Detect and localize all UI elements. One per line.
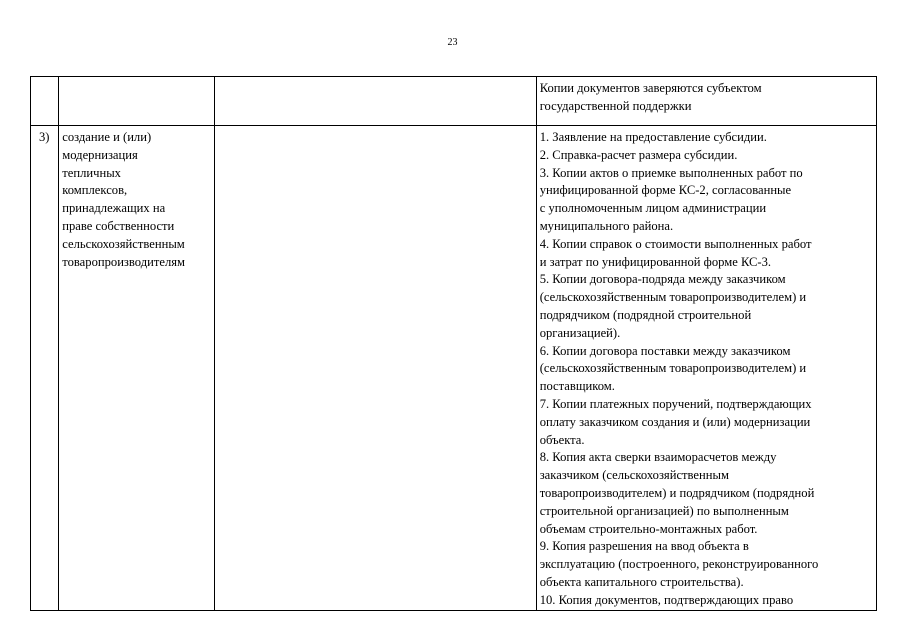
documents-text-line: (сельскохозяйственным товаропроизводителем) и bbox=[539, 290, 807, 305]
documents-text-line: оплату заказчиком создания и (или) модернизации bbox=[539, 414, 811, 429]
documents-text-line: муниципального района. bbox=[539, 218, 674, 233]
row2-name-cell bbox=[59, 126, 215, 611]
documents-text-line: организацией). bbox=[539, 325, 621, 340]
name-text-line: сельскохозяйственным bbox=[62, 236, 185, 251]
row2-documents-cell bbox=[536, 126, 876, 611]
documents-text-line: 4. Копии справок о стоимости выполненных работ bbox=[539, 236, 812, 251]
documents-text-line: объекта капитального строительства). bbox=[539, 574, 744, 589]
row1-name-cell bbox=[59, 77, 215, 126]
documents-text-line: товаропроизводителем) и подрядчиком (подрядной bbox=[539, 485, 815, 500]
table-row bbox=[31, 126, 877, 611]
name-text-line: тепличных bbox=[62, 165, 121, 180]
page-number: 23 bbox=[447, 37, 458, 48]
documents-text-line: 5. Копии договора-подряда между заказчиком bbox=[539, 272, 786, 287]
documents-text-line: 10. Копия документов, подтверждающих право bbox=[539, 592, 794, 607]
documents-text-line: эксплуатацию (построенного, реконструированного bbox=[539, 557, 819, 572]
row1-number-cell bbox=[31, 77, 59, 126]
name-text-line: принадлежащих на bbox=[62, 201, 166, 216]
documents-text-line: 9. Копия разрешения на ввод объекта в bbox=[539, 539, 749, 554]
row1-empty-cell bbox=[215, 77, 536, 126]
name-text-line: товаропроизводителям bbox=[62, 254, 185, 269]
row2-empty-cell bbox=[215, 126, 536, 611]
item-number: 3) bbox=[39, 130, 50, 144]
documents-text-line: заказчиком (сельскохозяйственным bbox=[539, 468, 729, 483]
documents-text-line: объекта. bbox=[539, 432, 585, 447]
name-text-line: праве собственности bbox=[62, 218, 175, 233]
documents-text-line: 6. Копии договора поставки между заказчиком bbox=[539, 343, 791, 358]
documents-text-line: (сельскохозяйственным товаропроизводителем) и bbox=[539, 361, 807, 376]
documents-text-line: поставщиком. bbox=[539, 379, 615, 394]
name-text-line: создание и (или) bbox=[62, 130, 152, 144]
documents-text-line: 7. Копии платежных поручений, подтверждающих bbox=[539, 396, 812, 411]
name-text-line: модернизация bbox=[62, 147, 138, 162]
documents-text-line: объемам строительно-монтажных работ. bbox=[539, 521, 758, 536]
documents-text-line: и затрат по унифицированной форме КС-3. bbox=[539, 254, 772, 269]
documents-text-line: подрядчиком (подрядной строительной bbox=[539, 307, 752, 322]
documents-text-line: 3. Копии актов о приемке выполненных работ по bbox=[539, 165, 803, 180]
documents-text-line: 8. Копия акта сверки взаиморасчетов между bbox=[539, 450, 777, 465]
documents-text-line: строительной организацией) по выполненным bbox=[539, 503, 789, 518]
row2-number-cell bbox=[31, 126, 59, 611]
table-row bbox=[31, 77, 877, 126]
documents-text-line: государственной поддержки bbox=[539, 98, 692, 113]
name-text-line: комплексов, bbox=[62, 183, 128, 198]
requirements-table bbox=[30, 76, 877, 611]
documents-text-line: 2. Справка-расчет размера субсидии. bbox=[539, 147, 738, 162]
documents-text-line: унифицированной форме КС-2, согласованные bbox=[539, 183, 792, 198]
row1-documents-cell bbox=[536, 77, 876, 126]
documents-text-line: 1. Заявление на предоставление субсидии. bbox=[539, 130, 767, 144]
documents-text-line: Копии документов заверяются субъектом bbox=[539, 81, 762, 95]
documents-text-line: с уполномоченным лицом администрации bbox=[539, 201, 767, 216]
